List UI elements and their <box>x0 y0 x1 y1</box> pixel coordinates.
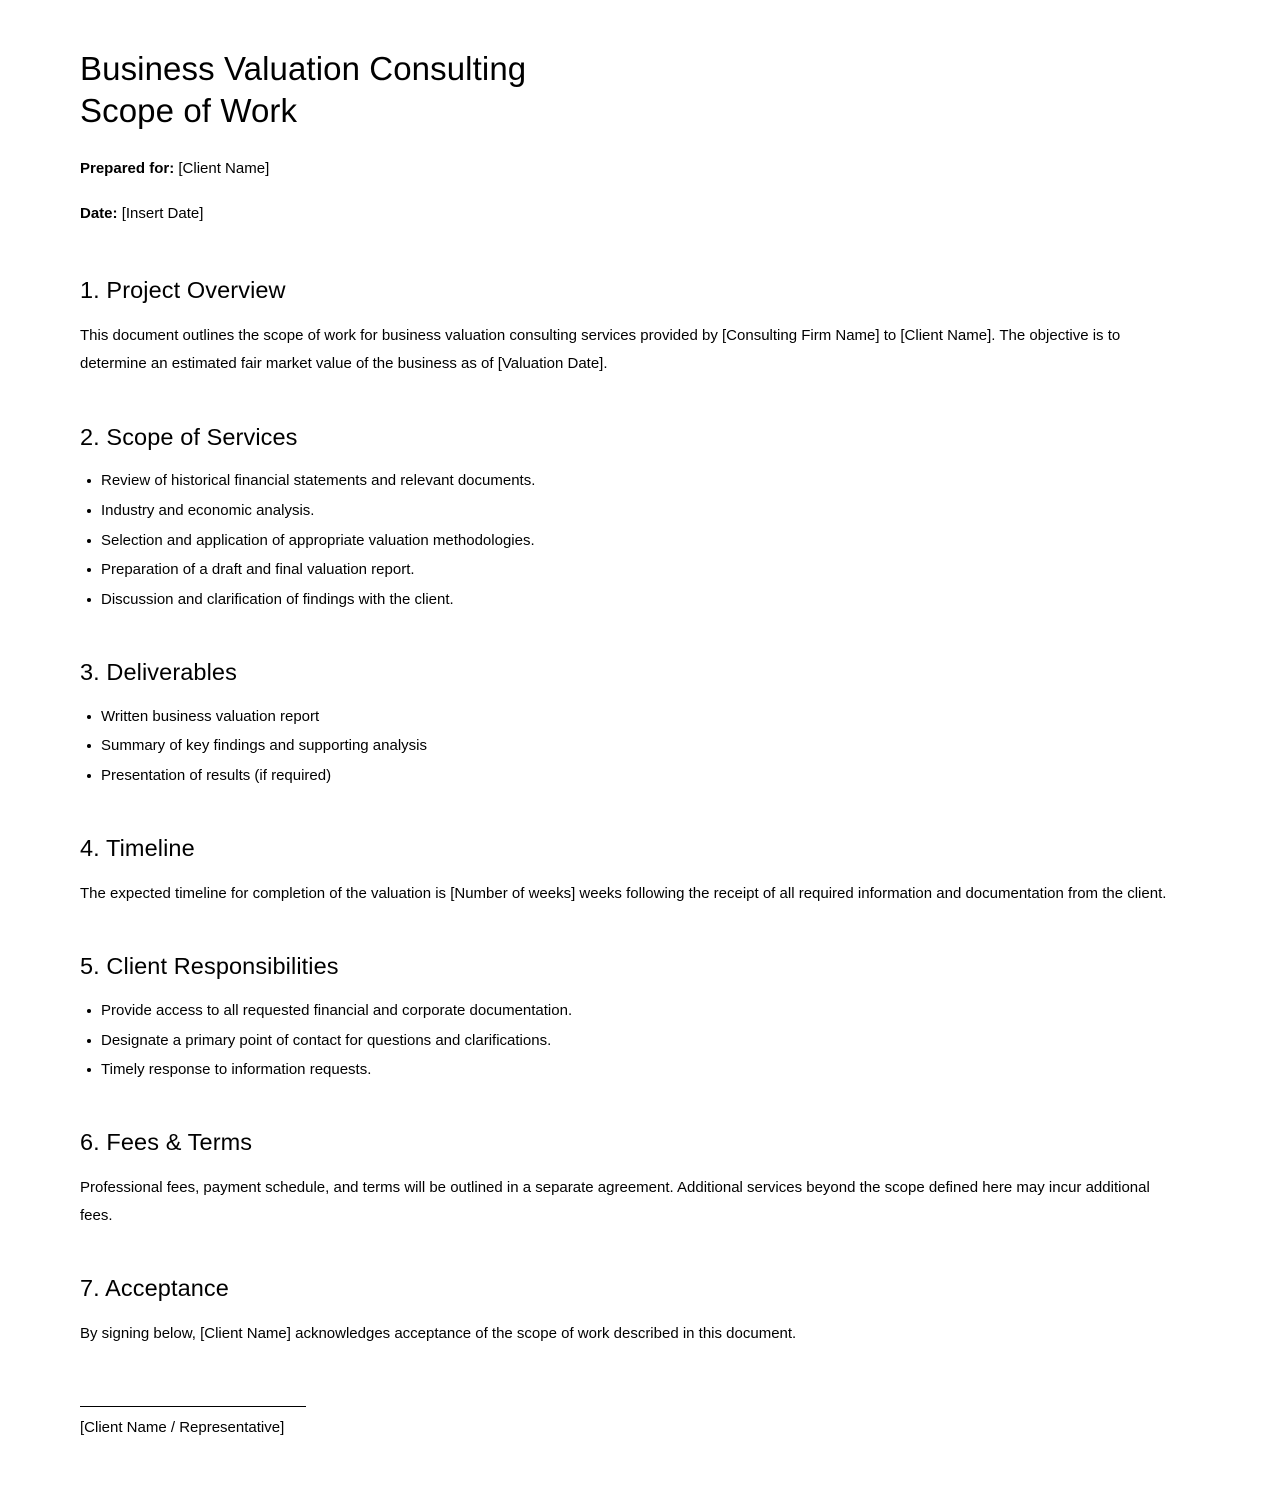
section-heading: 6. Fees & Terms <box>80 1129 253 1156</box>
list-item: Selection and application of appropriate valuation methodologies. <box>80 528 1175 554</box>
section-project-overview <box>80 275 1175 377</box>
section-heading: 1. Project Overview <box>80 277 286 304</box>
date-value: [Insert Date] <box>121 204 204 222</box>
prepared-for-label: Prepared for: <box>80 160 175 178</box>
list-item: Review of historical financial statements and relevant documents. <box>80 468 1175 494</box>
prepared-for-line <box>80 158 1175 181</box>
deliverables-list <box>80 704 1175 789</box>
section-paragraph: The expected timeline for completion of the valuation is [Number of weeks] weeks following the receipt of all required information and documentation from the client. <box>80 884 1167 902</box>
list-item: Written business valuation report <box>80 704 1175 730</box>
section-client-responsibilities <box>80 951 1175 1083</box>
signature-caption: [Client Name / Representative] <box>80 1418 285 1436</box>
signature-block <box>80 1406 1175 1440</box>
list-item: Preparation of a draft and final valuation report. <box>80 557 1175 583</box>
section-heading: 5. Client Responsibilities <box>80 953 339 980</box>
section-deliverables <box>80 657 1175 789</box>
list-item: Discussion and clarification of findings with the client. <box>80 587 1175 613</box>
date-line <box>80 203 1175 226</box>
section-heading: 4. Timeline <box>80 834 195 861</box>
date-label: Date: <box>80 204 118 222</box>
client-responsibilities-list <box>80 998 1175 1083</box>
section-timeline <box>80 833 1175 907</box>
section-acceptance <box>80 1273 1175 1439</box>
section-paragraph: Professional fees, payment schedule, and terms will be outlined in a separate agreement. Additional services beyond the scope defined here may incur additional fees. <box>80 1178 1150 1224</box>
section-heading: 7. Acceptance <box>80 1275 229 1302</box>
section-fees-and-terms <box>80 1127 1175 1229</box>
page-title-line-2: Scope of Work <box>80 92 298 130</box>
page-title <box>80 48 1175 132</box>
scope-of-services-list <box>80 468 1175 613</box>
prepared-for-value: [Client Name] <box>178 160 270 178</box>
list-item: Industry and economic analysis. <box>80 498 1175 524</box>
section-paragraph: This document outlines the scope of work for business valuation consulting services provided by [Consulting Firm Name] to [Client Name]. The objective is to determine an estimated fair market value of the business as of [Valuation Date]. <box>80 327 1121 372</box>
list-item: Presentation of results (if required) <box>80 763 1175 789</box>
section-paragraph: By signing below, [Client Name] acknowledges acceptance of the scope of work described in this document. <box>80 1324 797 1342</box>
signature-line <box>80 1406 306 1407</box>
list-item: Timely response to information requests. <box>80 1057 1175 1083</box>
page-title-line-1: Business Valuation Consulting <box>80 50 527 87</box>
list-item: Designate a primary point of contact for questions and clarifications. <box>80 1028 1175 1054</box>
list-item: Provide access to all requested financial and corporate documentation. <box>80 998 1175 1024</box>
list-item: Summary of key findings and supporting analysis <box>80 733 1175 759</box>
section-heading: 3. Deliverables <box>80 659 237 686</box>
section-scope-of-services <box>80 422 1175 614</box>
section-heading: 2. Scope of Services <box>80 423 298 450</box>
